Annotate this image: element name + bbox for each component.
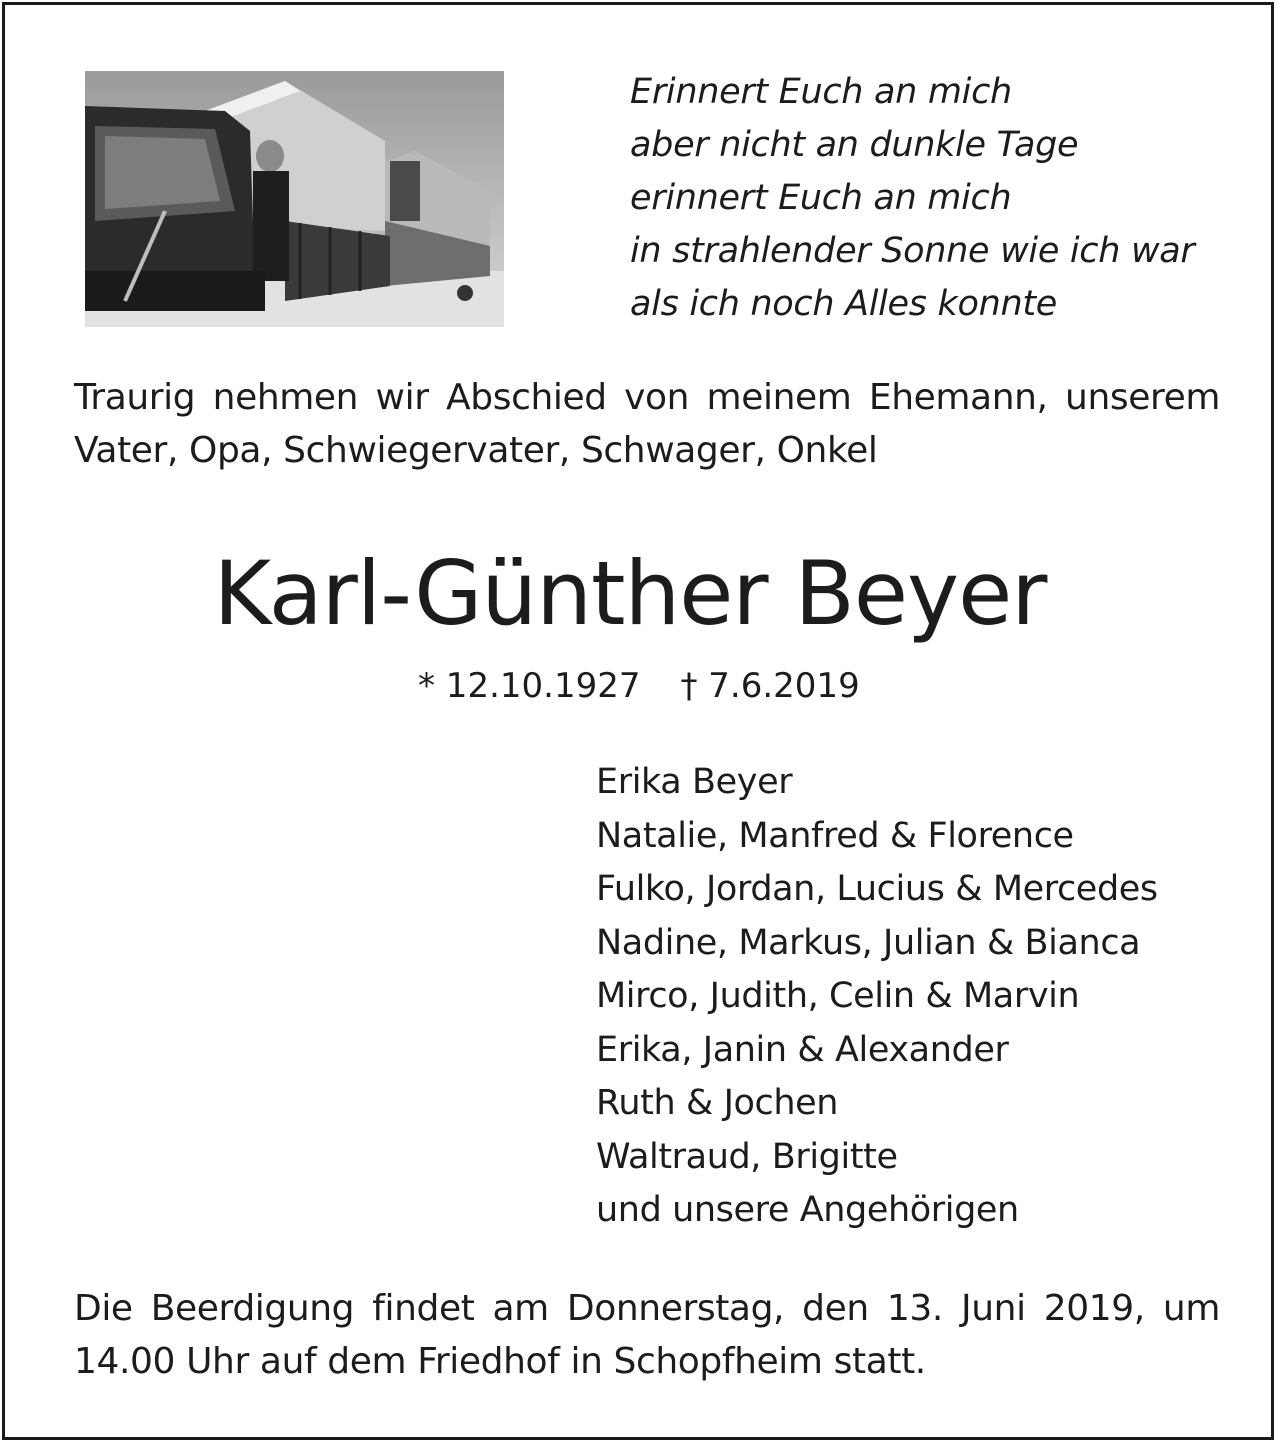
mourner-line: und unsere Angehörigen [596,1190,1019,1230]
intro-line: Vater, Opa, Schwiegervater, Schwager, Onkel [74,430,878,471]
mourner-line: Waltraud, Brigitte [596,1136,898,1177]
deceased-name: Karl-Günther Beyer [213,542,1047,645]
mourner-line: Erika Beyer [596,762,793,802]
mourner-line: Mirco, Judith, Celin & Marvin [596,976,1080,1016]
funeral-line: 14.00 Uhr auf dem Friedhof in Schopfheim statt. [74,1341,926,1382]
poem [630,66,1195,331]
poem-line: erinnert Euch an mich [630,178,1012,218]
mourner-line: Erika, Janin & Alexander [596,1029,1009,1070]
death-date: † 7.6.2019 [680,666,860,706]
poem-line: als ich noch Alles konnte [630,284,1058,324]
mourner-line: Ruth & Jochen [596,1083,839,1123]
funeral-line: Die Beerdigung findet am Donnerstag, den 13. Juni 2019, um [74,1288,1220,1329]
mourners-list [596,756,1158,1238]
life-dates [418,662,860,710]
poem-line: in strahlender Sonne wie ich war [630,231,1195,271]
funeral-notice [74,1282,1220,1388]
photo-truck [85,71,504,327]
birth-date: * 12.10.1927 [418,666,641,706]
intro-line: Traurig nehmen wir Abschied von meinem Ehemann, unserem [74,377,1220,418]
poem-line: aber nicht an dunkle Tage [630,125,1079,165]
truck-photo-image [85,71,504,327]
mourner-line: Natalie, Manfred & Florence [596,815,1074,856]
intro-text [74,371,1220,477]
mourner-line: Fulko, Jordan, Lucius & Mercedes [596,869,1158,909]
mourner-line: Nadine, Markus, Julian & Bianca [596,922,1141,963]
poem-line: Erinnert Euch an mich [630,72,1012,112]
